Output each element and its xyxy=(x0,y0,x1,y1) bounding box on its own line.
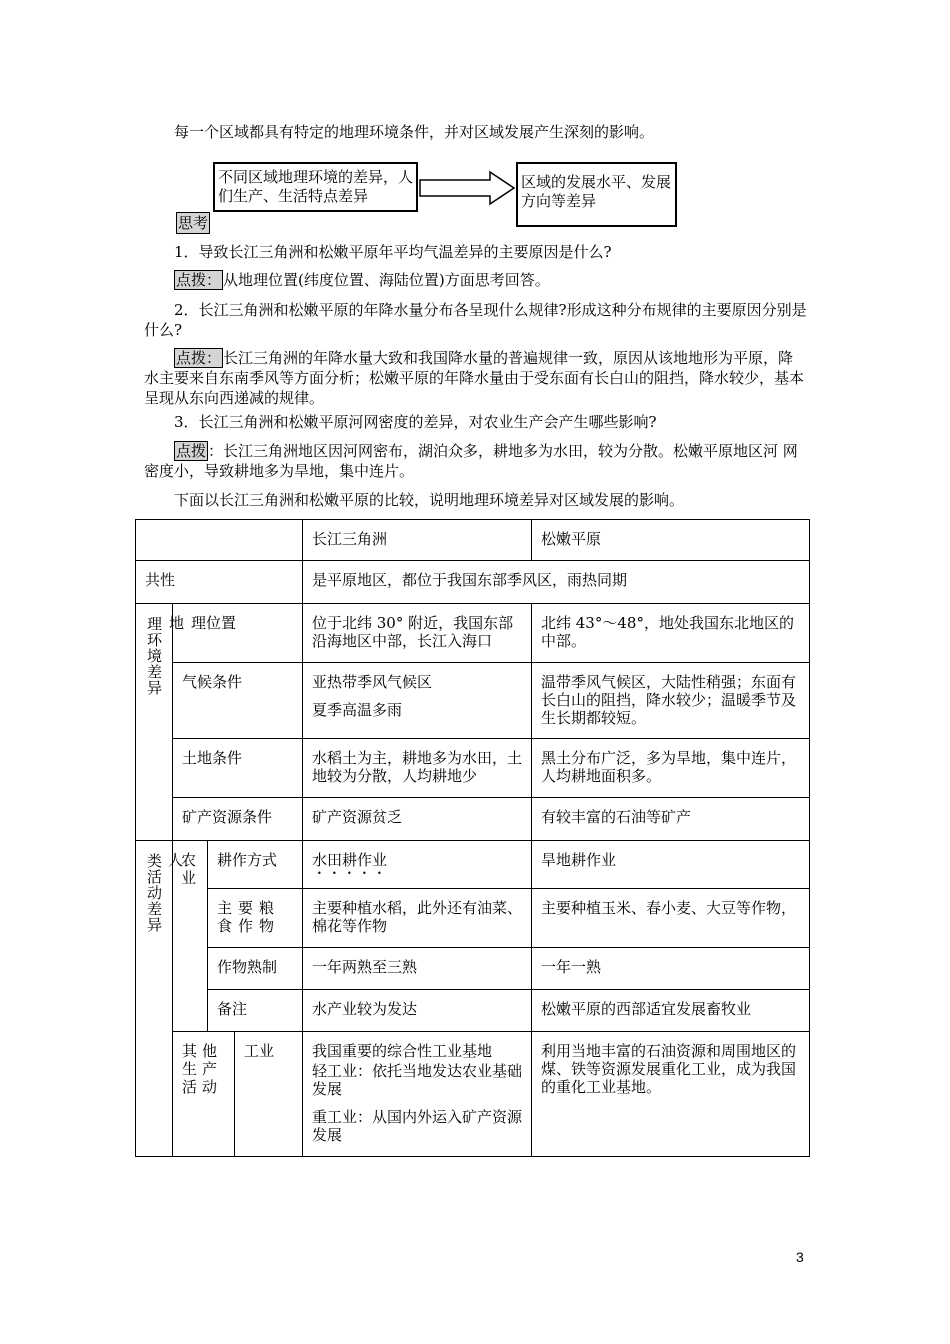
header-yangtze: 长江三角洲 xyxy=(303,520,532,561)
page-number: 3 xyxy=(796,1249,804,1265)
agri-label-cropping: 作物熟制 xyxy=(208,948,303,990)
table-row xyxy=(136,739,810,798)
geo-label-location xyxy=(169,604,303,663)
diagram-left-box: 不同区域地理环境的差异，人们生产、生活特点差异 xyxy=(213,162,418,212)
hint-1 xyxy=(144,270,808,290)
table-row xyxy=(136,798,810,841)
other-activity-label: 其他生产活动 xyxy=(173,1032,235,1157)
hint-text: ：长江三角洲地区因河网密布，湖泊众多，耕地多为水田，较为分散。松嫩平原地区河 网密度小，导致耕地多为旱地，集中连片。 xyxy=(144,442,798,480)
agri-label-farming: 耕作方式 xyxy=(208,841,303,889)
hint-text: 从地理位置(纬度位置、海陆位置)方面思考回答。 xyxy=(223,271,550,289)
industry-songnen: 利用当地丰富的石油资源和周围地区的煤、铁等资源发展重化工业，成为我国的重化工业基地。 xyxy=(532,1032,810,1157)
table-row xyxy=(136,948,810,990)
common-label: 共性 xyxy=(136,561,303,604)
table-intro: 下面以长江三角洲和松嫩平原的比较，说明地理环境差异对区域发展的影响。 xyxy=(174,491,685,509)
industry-line: 我国重要的综合性工业基地 xyxy=(312,1042,493,1060)
think-label: 思考 xyxy=(178,214,209,232)
climate-line: 夏季高温多雨 xyxy=(312,701,403,719)
geo-group-top: 地 xyxy=(169,614,185,632)
geo-label-land: 土地条件 xyxy=(173,739,303,798)
agri-cropping-yangtze: 一年两熟至三熟 xyxy=(303,948,532,990)
question-3: 3．长江三角洲和松嫩平原河网密度的差异，对农业生产会产生哪些影响? xyxy=(174,413,657,431)
hint-2 xyxy=(144,348,808,408)
table-row xyxy=(136,889,810,948)
hint-label: 点拨： xyxy=(176,349,222,367)
geo-location-songnen: 北纬 43°～48°，地处我国东北地区的中部。 xyxy=(532,604,810,663)
hint-text: 长江三角洲的年降水量大致和我国降水量的普遍规律一致，原因从该地地形为平原，降水主要来自东南季风等方面分析；松嫩平原的年降水量由于受东面有长白山的阻挡，降水较少，基本呈现从东向西递减的规律。 xyxy=(144,349,805,407)
agri-notes-yangtze: 水产业较为发达 xyxy=(303,990,532,1032)
table-row xyxy=(136,520,810,561)
geo-group-label xyxy=(136,604,173,841)
agri-crops-songnen: 主要种植玉米、春小麦、大豆等作物， xyxy=(532,889,810,948)
geo-mineral-songnen: 有较丰富的石油等矿产 xyxy=(532,798,810,841)
agri-label-cell xyxy=(168,841,208,1032)
table-row xyxy=(136,663,810,739)
agri-notes-songnen: 松嫩平原的西部适宜发展畜牧业 xyxy=(532,990,810,1032)
table-row xyxy=(136,561,810,604)
hint-label: 点拨： xyxy=(176,271,222,289)
farming-text: 水田耕作业 xyxy=(312,851,388,869)
table-row xyxy=(136,604,810,663)
diagram-right-box: 区域的发展水平、发展方向等差异 xyxy=(516,162,677,227)
arrow-right-icon xyxy=(418,170,517,206)
agri-crops-yangtze: 主要种植水稻，此外还有油菜、棉花等作物 xyxy=(303,889,532,948)
agri-cropping-songnen: 一年一熟 xyxy=(532,948,810,990)
agri-label-crops: 主要粮食作物 xyxy=(208,889,303,948)
geo-label-text: 理位置 xyxy=(191,614,237,632)
geo-land-yangtze: 水稻土为主，耕地多为水田，土地较为分散，人均耕地少 xyxy=(303,739,532,798)
agri-farming-songnen: 旱地耕作业 xyxy=(532,841,810,889)
geo-climate-songnen: 温带季风气候区，大陆性稍强；东面有长白山的阻挡，降水较少；温暖季节及生长期都较短。 xyxy=(532,663,810,739)
header-songnen: 松嫩平原 xyxy=(532,520,810,561)
geo-climate-yangtze xyxy=(303,663,532,739)
agri-farming-yangtze xyxy=(303,841,532,889)
industry-line: 重工业：从国内外运入矿产资源发展 xyxy=(312,1108,523,1144)
agri-label: 农业 xyxy=(181,851,197,887)
question-2: 2．长江三角洲和松嫩平原的年降水量分布各呈现什么规律?形成这种分布规律的主要原因分别是什么? xyxy=(144,301,807,339)
geo-land-songnen: 黑土分布广泛，多为旱地，集中连片，人均耕地面积多。 xyxy=(532,739,810,798)
table-row xyxy=(136,841,810,889)
climate-line: 亚热带季风气候区 xyxy=(312,673,433,691)
industry-yangtze xyxy=(303,1032,532,1157)
industry-line: 轻工业：依托当地发达农业基础发展 xyxy=(312,1062,523,1098)
human-group-top: 人 xyxy=(168,851,184,869)
comparison-table xyxy=(135,519,810,1157)
human-group-label xyxy=(136,841,173,1157)
hint-label: 点拨 xyxy=(176,442,207,460)
human-group-rest: 类活动差异 xyxy=(145,853,163,933)
common-value: 是平原地区，都位于我国东部季风区，雨热同期 xyxy=(303,561,810,604)
intro-paragraph: 每一个区域都具有特定的地理环境条件，并对区域发展产生深刻的影响。 xyxy=(174,123,655,141)
geo-group-rest: 理环境差异 xyxy=(145,616,163,696)
geo-label-climate: 气候条件 xyxy=(173,663,303,739)
industry-label: 工业 xyxy=(235,1032,303,1157)
table-row xyxy=(136,990,810,1032)
geo-location-yangtze: 位于北纬 30° 附近，我国东部沿海地区中部，长江入海口 xyxy=(303,604,532,663)
agri-label-notes: 备注 xyxy=(208,990,303,1032)
geo-mineral-yangtze: 矿产资源贫乏 xyxy=(303,798,532,841)
header-empty-cell xyxy=(136,520,303,561)
question-1: 1．导致长江三角洲和松嫩平原年平均气温差异的主要原因是什么? xyxy=(174,243,612,261)
table-row xyxy=(136,1032,810,1157)
geo-label-mineral: 矿产资源条件 xyxy=(173,798,303,841)
hint-3 xyxy=(144,441,808,481)
